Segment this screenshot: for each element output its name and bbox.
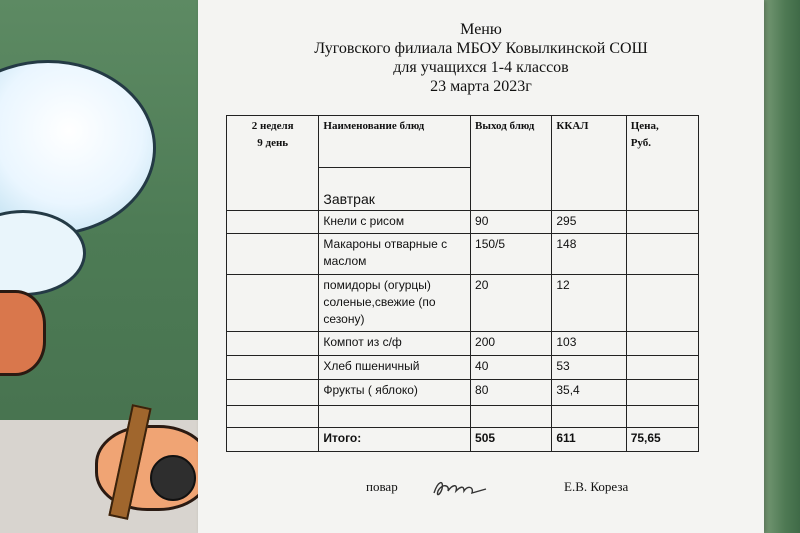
- cartoon-face: [0, 290, 46, 376]
- dish-price: [626, 356, 698, 380]
- total-row: [227, 428, 699, 452]
- dish-name: Компот из с/ф: [319, 332, 471, 356]
- school-name: Луговского филиала МБОУ Ковылкинской СОШ: [314, 40, 648, 57]
- dish-price: [626, 211, 698, 234]
- dish-name: Кнели с рисом: [319, 211, 471, 234]
- dish-kcal: 35,4: [552, 380, 626, 406]
- dish-kcal: [552, 406, 626, 428]
- footer: [198, 475, 764, 505]
- table-row: [227, 234, 699, 275]
- cook-name: Е.В. Кореза: [564, 479, 629, 494]
- dish-portion: 150/5: [471, 234, 552, 275]
- dish-portion: [471, 406, 552, 428]
- dish-price: [626, 380, 698, 406]
- background-poster: [0, 0, 210, 533]
- dish-kcal: 148: [552, 234, 626, 275]
- dish-portion: 40: [471, 356, 552, 380]
- header-dish: Наименование блюд: [319, 116, 471, 168]
- dish-name: Фрукты ( яблоко): [319, 380, 471, 406]
- dish-name: Хлеб пшеничный: [319, 356, 471, 380]
- dish-portion: 90: [471, 211, 552, 234]
- table-row: [227, 332, 699, 356]
- total-label: Итого:: [319, 428, 471, 452]
- background-edge: [762, 0, 800, 533]
- header-price: Цена, Руб.: [626, 116, 698, 211]
- pepper-shaker: [150, 455, 196, 501]
- dish-portion: 20: [471, 275, 552, 332]
- menu-title: Меню: [460, 21, 502, 38]
- cook-label: повар: [366, 479, 398, 494]
- total-price: 75,65: [626, 428, 698, 452]
- header-portion: Выход блюд: [471, 116, 552, 211]
- menu-date: 23 марта 2023г: [430, 78, 532, 95]
- dish-kcal: 53: [552, 356, 626, 380]
- dish-price: [626, 406, 698, 428]
- dish-kcal: 103: [552, 332, 626, 356]
- dish-price: [626, 234, 698, 275]
- audience: для учащихся 1-4 классов: [393, 59, 569, 76]
- dish-price: [626, 332, 698, 356]
- meal-label: Завтрак: [319, 168, 471, 211]
- table-row: [227, 356, 699, 380]
- header-kcal: ККАЛ: [552, 116, 626, 211]
- table-row: [227, 275, 699, 332]
- week-day-cell: 2 неделя 9 день: [227, 116, 319, 211]
- dish-kcal: 12: [552, 275, 626, 332]
- table-row: [227, 380, 699, 406]
- cook-signature: [430, 475, 490, 501]
- menu-header: [198, 20, 764, 96]
- menu-sheet: [198, 0, 764, 533]
- menu-table: [226, 115, 699, 452]
- dish-portion: 200: [471, 332, 552, 356]
- dish-price: [626, 275, 698, 332]
- table-row: [227, 406, 699, 428]
- total-portion: 505: [471, 428, 552, 452]
- dish-name: Макароны отварные с маслом: [319, 234, 471, 275]
- dish-kcal: 295: [552, 211, 626, 234]
- dish-name: помидоры (огурцы) соленые,свежие (по сезону): [319, 275, 471, 332]
- table-row: [227, 211, 699, 234]
- total-kcal: 611: [552, 428, 626, 452]
- dish-name: [319, 406, 471, 428]
- dish-portion: 80: [471, 380, 552, 406]
